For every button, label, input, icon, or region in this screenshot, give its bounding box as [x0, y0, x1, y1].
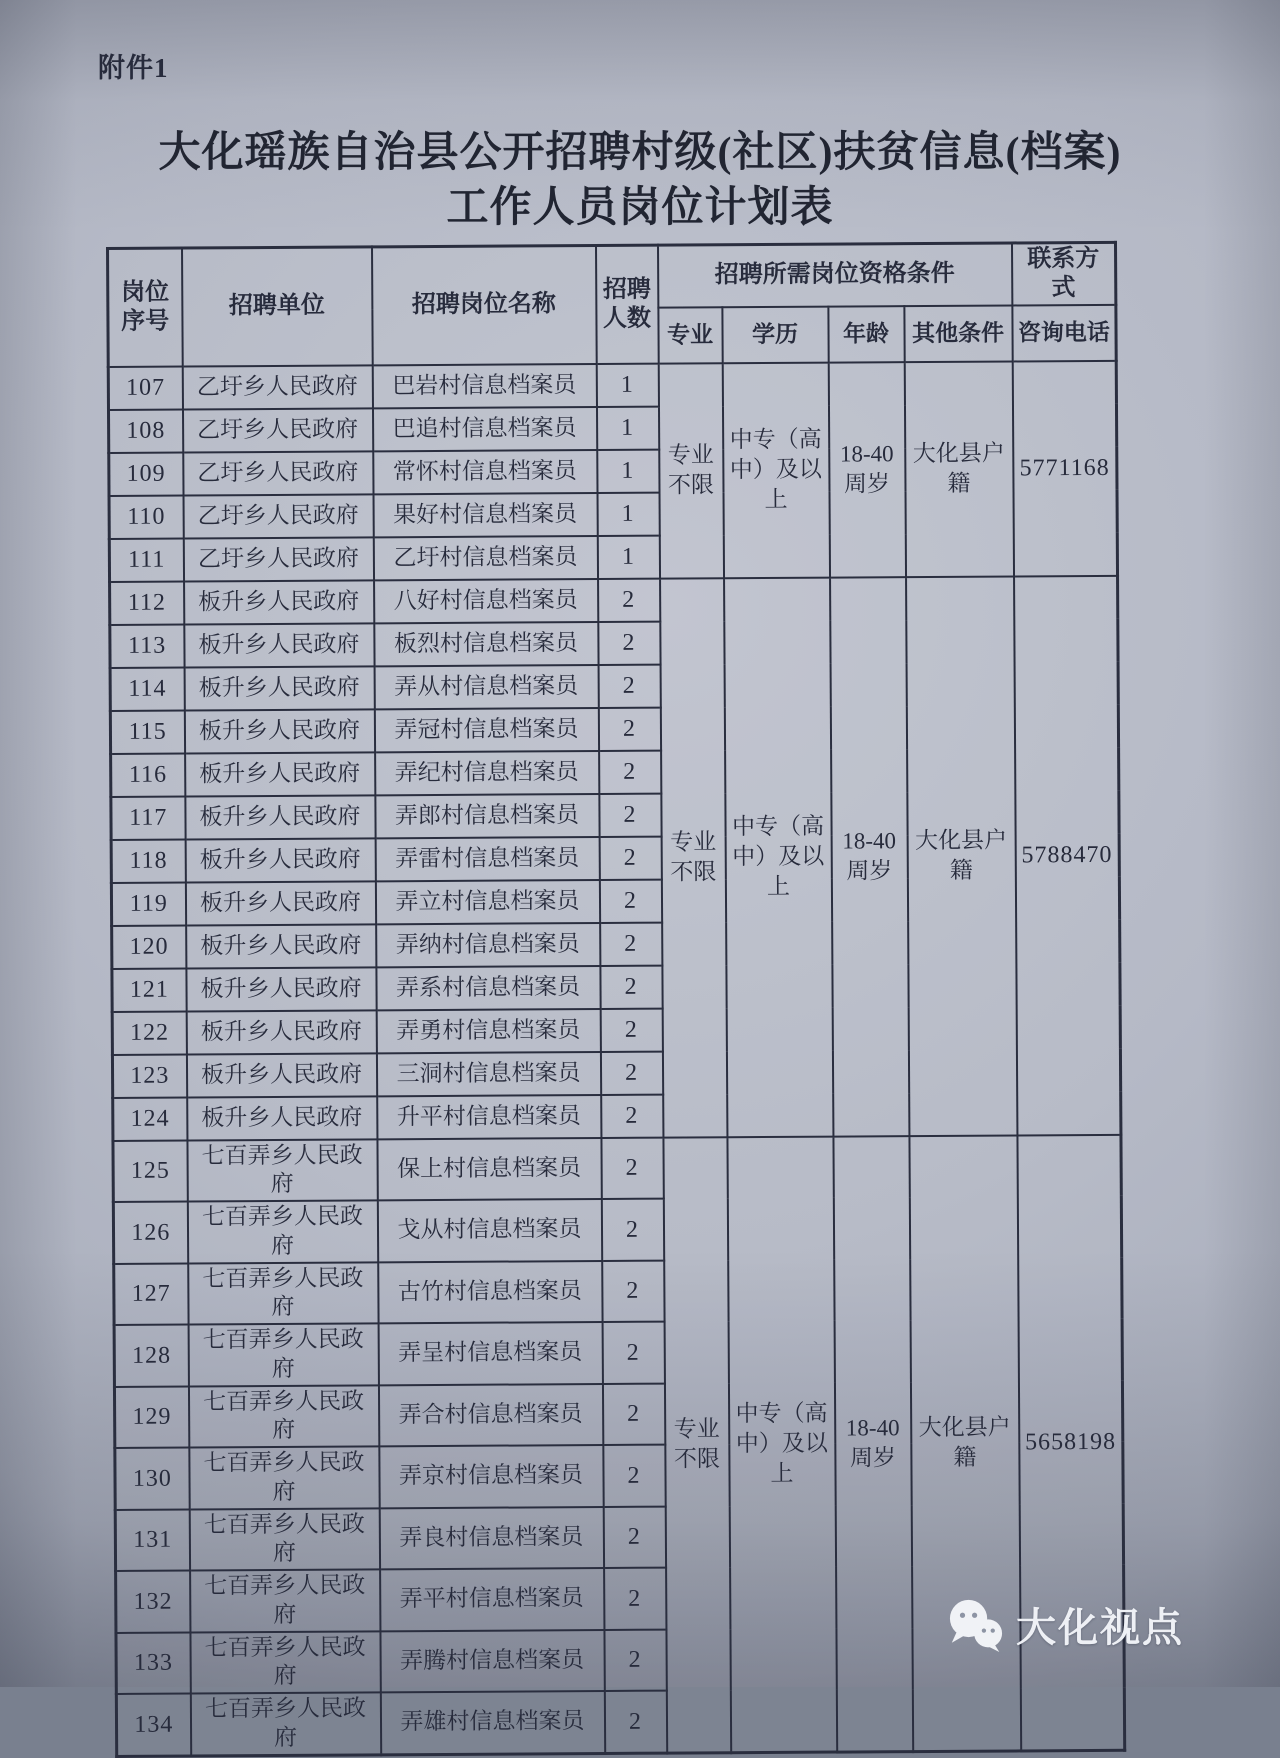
- cell-headcount: 2: [602, 1260, 664, 1322]
- cell-position-no: 130: [115, 1448, 189, 1510]
- cell-headcount: 2: [598, 664, 660, 707]
- page-title-line-2: 工作人员岗位计划表: [446, 185, 834, 232]
- cell-headcount: 2: [600, 1008, 662, 1051]
- cell-post-name: 弄勇村信息档案员: [376, 1009, 600, 1053]
- header-other: 其他条件: [904, 305, 1012, 362]
- header-major: 专业: [658, 307, 722, 363]
- cell-headcount: 1: [596, 363, 658, 406]
- cell-post-name: 弄良村信息档案员: [379, 1507, 603, 1570]
- cell-phone: 5788470: [1014, 575, 1121, 1135]
- cell-education: 中专（高中）及以上: [727, 1136, 837, 1752]
- header-headcount: 招聘人数: [596, 245, 659, 363]
- cell-post-name: 弄平村信息档案员: [380, 1568, 604, 1631]
- cell-headcount: 1: [596, 406, 658, 449]
- cell-position-no: 107: [108, 366, 182, 409]
- cell-headcount: 2: [600, 965, 662, 1008]
- header-unit: 招聘单位: [182, 247, 373, 366]
- cell-other-condition: 大化县户籍: [909, 1135, 1021, 1751]
- cell-position-no: 129: [114, 1386, 188, 1448]
- cell-phone: 5658198: [1017, 1134, 1125, 1750]
- header-education: 学历: [722, 306, 828, 363]
- table-body: [108, 360, 1124, 1756]
- cell-other-condition: 大化县户籍: [904, 361, 1013, 577]
- attachment-label: 附件1: [98, 53, 169, 83]
- cell-unit: 板升乡人民政府: [185, 838, 375, 882]
- cell-position-no: 116: [111, 753, 185, 796]
- cell-other-condition: 大化县户籍: [906, 576, 1017, 1136]
- cell-unit: 七百弄乡人民政府: [190, 1569, 380, 1632]
- cell-phone: 5771168: [1012, 360, 1117, 576]
- cell-unit: 板升乡人民政府: [184, 666, 374, 710]
- cell-unit: 板升乡人民政府: [186, 924, 376, 968]
- cell-post-name: 弄呈村信息档案员: [378, 1322, 602, 1385]
- cell-unit: 板升乡人民政府: [185, 752, 375, 796]
- cell-headcount: 1: [597, 492, 659, 535]
- header-qualifications: 招聘所需岗位资格条件: [657, 243, 1011, 307]
- cell-position-no: 128: [114, 1325, 188, 1387]
- cell-unit: 七百弄乡人民政府: [188, 1385, 378, 1448]
- cell-age: 18-40周岁: [833, 1136, 913, 1752]
- cell-position-no: 118: [111, 839, 185, 882]
- header-contact: 联系方式: [1011, 242, 1115, 305]
- cell-headcount: 2: [604, 1629, 666, 1691]
- cell-unit: 七百弄乡人民政府: [190, 1631, 380, 1694]
- cell-headcount: 2: [603, 1445, 665, 1507]
- cell-headcount: 2: [601, 1199, 663, 1261]
- cell-unit: 板升乡人民政府: [185, 795, 375, 839]
- cell-headcount: 2: [600, 1051, 662, 1094]
- cell-position-no: 125: [113, 1140, 187, 1202]
- cell-unit: 乙圩乡人民政府: [183, 494, 373, 538]
- cell-post-name: 弄腾村信息档案员: [380, 1630, 604, 1693]
- cell-headcount: 1: [597, 449, 659, 492]
- table-row: [108, 360, 1116, 409]
- cell-headcount: 2: [599, 879, 661, 922]
- cell-headcount: 2: [603, 1506, 665, 1568]
- cell-unit: 七百弄乡人民政府: [188, 1323, 378, 1386]
- wechat-icon: [946, 1598, 1006, 1652]
- cell-education: 中专（高中）及以上: [722, 362, 829, 578]
- cell-age: 18-40周岁: [828, 362, 905, 577]
- cell-headcount: 2: [599, 793, 661, 836]
- cell-unit: 七百弄乡人民政府: [187, 1139, 377, 1202]
- cell-position-no: 133: [116, 1632, 190, 1694]
- cell-post-name: 弄纪村信息档案员: [375, 751, 599, 795]
- table-row: [113, 1134, 1121, 1202]
- table-row: [110, 575, 1118, 624]
- cell-headcount: 2: [598, 707, 660, 750]
- cell-post-name: 戈从村信息档案员: [377, 1199, 601, 1262]
- cell-headcount: 2: [601, 1137, 663, 1199]
- cell-post-name: 弄纳村信息档案员: [376, 923, 600, 967]
- cell-position-no: 122: [112, 1011, 186, 1054]
- cell-unit: 七百弄乡人民政府: [189, 1446, 379, 1509]
- job-plan-table: [106, 241, 1126, 1758]
- cell-position-no: 119: [111, 882, 185, 925]
- cell-post-name: 八好村信息档案员: [374, 579, 598, 623]
- watermark: [946, 1596, 1184, 1653]
- cell-education: 中专（高中）及以上: [724, 577, 833, 1137]
- cell-unit: 板升乡人民政府: [187, 1096, 377, 1140]
- cell-unit: 乙圩乡人民政府: [183, 537, 373, 581]
- page-title-line-1: 大化瑶族自治县公开招聘村级(社区)扶贫信息(档案): [158, 130, 1122, 176]
- cell-headcount: 2: [601, 1094, 663, 1137]
- cell-age: 18-40周岁: [830, 577, 909, 1136]
- header-position-no: 岗位序号: [108, 248, 183, 367]
- cell-unit: 板升乡人民政府: [184, 580, 374, 624]
- cell-headcount: 2: [599, 836, 661, 879]
- cell-unit: 板升乡人民政府: [186, 967, 376, 1011]
- cell-headcount: 2: [598, 621, 660, 664]
- cell-headcount: 2: [600, 922, 662, 965]
- header-age: 年龄: [828, 306, 904, 362]
- cell-unit: 七百弄乡人民政府: [189, 1508, 379, 1571]
- cell-position-no: 117: [111, 796, 185, 839]
- cell-headcount: 2: [602, 1322, 664, 1384]
- cell-headcount: 2: [604, 1691, 666, 1753]
- cell-position-no: 109: [109, 452, 183, 495]
- cell-position-no: 115: [110, 710, 184, 753]
- cell-unit: 乙圩乡人民政府: [183, 451, 373, 495]
- cell-unit: 板升乡人民政府: [185, 881, 375, 925]
- cell-position-no: 126: [113, 1202, 187, 1264]
- cell-position-no: 127: [114, 1263, 188, 1325]
- cell-major: 专业不限: [658, 363, 723, 578]
- cell-position-no: 108: [108, 409, 182, 452]
- cell-position-no: 131: [115, 1509, 189, 1571]
- cell-position-no: 113: [110, 624, 184, 667]
- cell-post-name: 乙圩村信息档案员: [373, 536, 597, 580]
- table-container: [106, 241, 1126, 1758]
- cell-post-name: 弄郎村信息档案员: [375, 794, 599, 838]
- cell-post-name: 弄京村信息档案员: [379, 1445, 603, 1508]
- watermark-label: 大化视点: [1016, 1606, 1184, 1650]
- cell-major: 专业不限: [663, 1137, 731, 1753]
- cell-post-name: 保上村信息档案员: [377, 1138, 601, 1201]
- cell-post-name: 巴追村信息档案员: [372, 407, 596, 451]
- cell-post-name: 弄系村信息档案员: [376, 966, 600, 1010]
- cell-headcount: 2: [604, 1568, 666, 1630]
- cell-post-name: 弄合村信息档案员: [378, 1384, 602, 1447]
- table-header: [108, 242, 1117, 366]
- cell-post-name: 三洞村信息档案员: [376, 1052, 600, 1096]
- header-post-name: 招聘岗位名称: [372, 246, 597, 365]
- cell-position-no: 110: [109, 495, 183, 538]
- cell-position-no: 121: [112, 968, 186, 1011]
- cell-unit: 七百弄乡人民政府: [187, 1200, 377, 1263]
- header-phone: 咨询电话: [1012, 304, 1116, 361]
- cell-post-name: 巴岩村信息档案员: [372, 364, 596, 408]
- cell-post-name: 果好村信息档案员: [373, 493, 597, 537]
- cell-post-name: 弄雄村信息档案员: [380, 1691, 604, 1754]
- cell-headcount: 2: [599, 750, 661, 793]
- cell-position-no: 124: [113, 1097, 187, 1140]
- cell-post-name: 弄立村信息档案员: [375, 880, 599, 924]
- cell-position-no: 123: [112, 1054, 186, 1097]
- cell-position-no: 112: [110, 581, 184, 624]
- cell-unit: 板升乡人民政府: [184, 623, 374, 667]
- cell-major: 专业不限: [660, 578, 727, 1137]
- page-title: [0, 126, 1280, 237]
- cell-position-no: 114: [110, 667, 184, 710]
- cell-post-name: 板烈村信息档案员: [374, 622, 598, 666]
- cell-unit: 七百弄乡人民政府: [188, 1262, 378, 1325]
- cell-position-no: 132: [116, 1571, 190, 1633]
- cell-unit: 乙圩乡人民政府: [182, 408, 372, 452]
- cell-unit: 乙圩乡人民政府: [182, 365, 372, 409]
- cell-post-name: 升平村信息档案员: [377, 1095, 601, 1139]
- cell-post-name: 弄冠村信息档案员: [374, 708, 598, 752]
- cell-unit: 板升乡人民政府: [186, 1010, 376, 1054]
- cell-position-no: 120: [112, 925, 186, 968]
- cell-post-name: 常怀村信息档案员: [373, 450, 597, 494]
- cell-headcount: 2: [598, 578, 660, 621]
- cell-position-no: 111: [109, 538, 183, 581]
- cell-position-no: 134: [116, 1694, 190, 1756]
- cell-post-name: 弄从村信息档案员: [374, 665, 598, 709]
- cell-post-name: 弄雷村信息档案员: [375, 837, 599, 881]
- cell-unit: 七百弄乡人民政府: [190, 1692, 380, 1755]
- cell-post-name: 古竹村信息档案员: [378, 1261, 602, 1324]
- cell-unit: 板升乡人民政府: [186, 1053, 376, 1097]
- cell-headcount: 1: [597, 535, 659, 578]
- cell-unit: 板升乡人民政府: [184, 709, 374, 753]
- cell-headcount: 2: [602, 1383, 664, 1445]
